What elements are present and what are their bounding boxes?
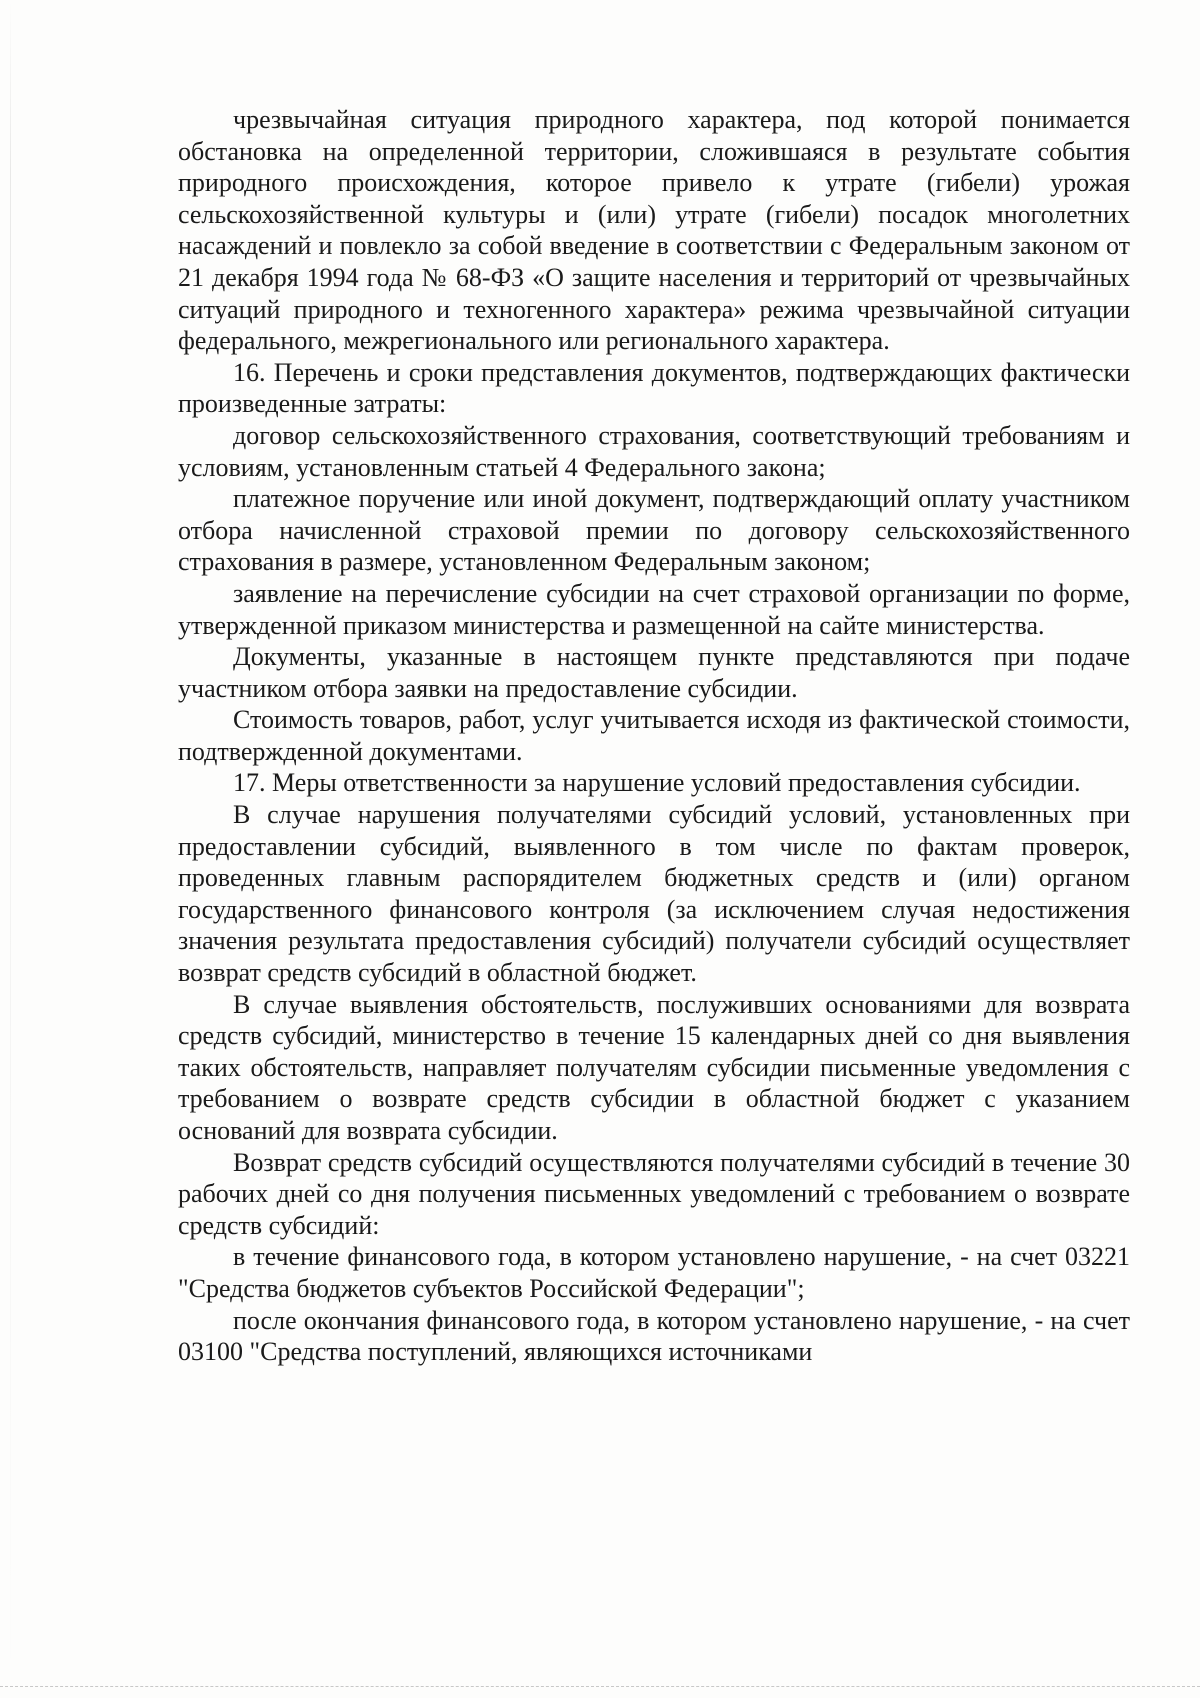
paragraph-insurance-contract: договор сельскохозяйственного страхования, соответствующий требованиям и условиям, установленным статьей 4 Федерального закона; [178,420,1130,482]
paragraph-documents-submission: Документы, указанные в настоящем пункте представляются при подаче участником отбора заявки на предоставление субсидии. [178,642,1130,703]
scan-bottom-edge [0,1686,1200,1688]
paragraph-subsidy-application: заявление на перечисление субсидии на счет страховой организации по форме, утвержденной приказом министерства и размещенной на сайте министерства. [178,578,1130,640]
paragraph-item-16-heading: 16. Перечень и сроки представления документов, подтверждающих фактически произведенные затраты: [178,357,1130,419]
paragraph-account-03221: в течение финансового года, в котором установлено нарушение, - на счет 03221 "Средства бюджетов субъектов Российской Федерации"; [178,1242,1130,1303]
paragraph-refund-terms: Возврат средств субсидий осуществляются получателями субсидий в течение 30 рабочих дней со дня получения письменных уведомлений с требованием о возврате средств субсидий: [178,1147,1130,1240]
paragraph-circumstances-notice: В случае выявления обстоятельств, послуживших основаниями для возврата средств субсидий, министерство в течение 15 календарных дней со дня выявления таких обстоятельств, направляет получателям субсидии письменные уведомления с требованием о возврате средств субсидии в областной бюджет с указанием оснований для возврата субсидии. [178,989,1130,1145]
document-body [178,104,1130,1368]
paragraph-item-17-heading: 17. Меры ответственности за нарушение условий предоставления субсидии. [233,768,1081,798]
paragraph-account-03100: после окончания финансового года, в котором установлено нарушение, - на счет 03100 "Средства поступлений, являющихся источниками [178,1305,1130,1367]
paragraph-emergency-definition: чрезвычайная ситуация природного характера, под которой понимается обстановка на определенной территории, сложившаяся в результате события природного происхождения, которое привело к утрате (гибели) урожая сельскохозяйственной культуры и (или) утрате (гибели) посадок многолетних насаждений и повлекло за собой введение в соответствии с Федеральным законом от 21 декабря 1994 года № 68-ФЗ «О защите населения и территорий от чрезвычайных ситуаций природного и техногенного характера» режима чрезвычайной ситуации федерального, межрегионального или регионального характера. [178,105,1130,356]
paragraph-payment-order: платежное поручение или иной документ, подтверждающий оплату участником отбора начисленной страховой премии по договору сельскохозяйственного страхования в размере, установленном Федеральным законом; [178,484,1130,577]
paragraph-cost-accounting: Стоимость товаров, работ, услуг учитывается исходя из фактической стоимости, подтвержденной документами. [178,705,1130,766]
scan-left-edge [10,0,11,1698]
paragraph-violation-case: В случае нарушения получателями субсидий условий, установленных при предоставлении субсидий, выявленного в том числе по фактам проверок, проведенных главным распорядителем бюджетных средств и (или) органом государственного финансового контроля (за исключением случая недостижения значения результата предоставления субсидий) получатели субсидий осуществляет возврат средств субсидий в областной бюджет. [178,800,1130,988]
